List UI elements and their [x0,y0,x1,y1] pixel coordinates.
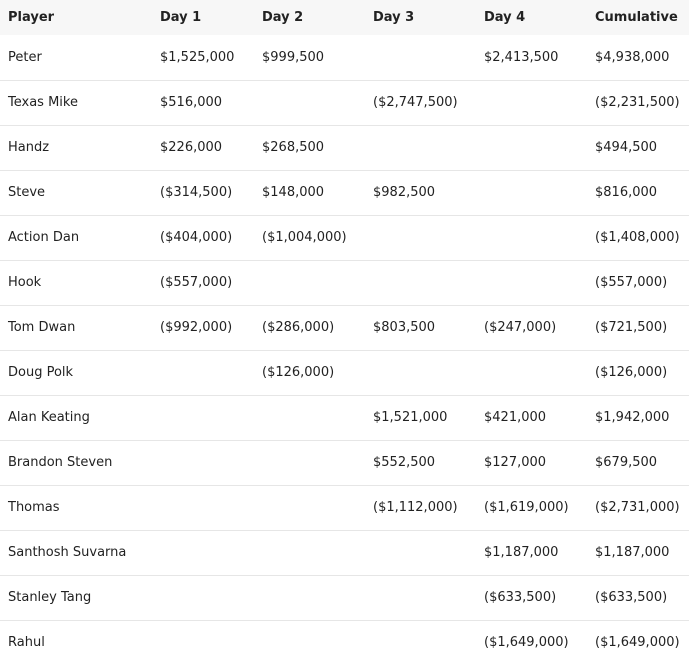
table-row [0,170,689,215]
cell-cumulative: $494,500 [595,140,658,155]
cell-day-4: $1,187,000 [484,545,559,560]
cell-day-4: ($1,649,000) [484,635,569,651]
table-row [0,485,689,530]
cell-day-3 [365,125,476,170]
cell-day-2: ($126,000) [262,365,335,380]
cell-player: Peter [8,49,42,65]
cell-day-1 [152,620,254,665]
cell-cumulative: $1,942,000 [595,410,670,425]
cell-day-2: ($1,004,000) [262,230,347,245]
header-row [0,0,689,35]
cell-day-1 [152,575,254,620]
cell-cumulative: ($126,000) [595,365,668,380]
cell-day-3 [365,35,476,80]
cell-day-1: ($557,000) [160,275,233,290]
table-row [0,350,689,395]
table-row [0,620,689,665]
cell-day-3 [365,620,476,665]
header-cumulative: Cumulative [595,10,678,25]
cell-day-3 [365,215,476,260]
cell-day-2 [254,80,365,125]
cell-day-3 [365,350,476,395]
cell-day-1 [152,485,254,530]
cell-day-3: $803,500 [373,320,436,335]
cell-day-2: $268,500 [262,140,325,155]
cell-cumulative: ($2,731,000) [595,500,680,515]
cell-day-4: ($247,000) [484,320,557,335]
cell-day-3 [365,530,476,575]
cell-day-3 [365,575,476,620]
table-row [0,575,689,620]
cell-day-1 [152,350,254,395]
cell-day-4: ($633,500) [484,590,557,605]
cell-day-4 [476,125,587,170]
cell-player: Doug Polk [8,365,74,380]
cell-day-2 [254,440,365,485]
cell-day-1: ($404,000) [160,230,233,245]
cell-day-3: $982,500 [373,185,436,200]
table-row [0,125,689,170]
table-row [0,215,689,260]
cell-day-1: $516,000 [160,95,223,110]
cell-player: Alan Keating [8,410,90,425]
cell-day-4: ($1,619,000) [484,500,569,515]
cell-day-4 [476,170,587,215]
cell-day-2 [254,395,365,440]
cell-cumulative: $1,187,000 [595,545,670,560]
header-day-3: Day 3 [373,10,415,25]
header-day-4: Day 4 [484,10,526,25]
cell-day-4 [476,350,587,395]
cell-day-4: $127,000 [484,455,547,470]
cell-day-2 [254,260,365,305]
cell-player: Santhosh Suvarna [8,545,127,560]
cell-cumulative: ($1,408,000) [595,230,680,245]
header-day-2: Day 2 [262,10,304,25]
cell-day-1: $226,000 [160,140,223,155]
cell-day-3: ($1,112,000) [373,500,458,515]
header-day-1: Day 1 [160,10,202,25]
cell-day-1: $1,525,000 [160,49,235,65]
table-row [0,305,689,350]
cell-day-3: $552,500 [373,455,436,470]
cell-day-2 [254,485,365,530]
cell-cumulative: ($633,500) [595,590,668,605]
cell-day-2 [254,575,365,620]
cell-day-4 [476,260,587,305]
cell-day-3: ($2,747,500) [373,95,458,110]
cell-day-2: $148,000 [262,185,325,200]
table-row [0,530,689,575]
cell-day-1 [152,440,254,485]
cell-day-2: ($286,000) [262,320,335,335]
cell-day-4 [476,80,587,125]
cell-day-1 [152,395,254,440]
cell-day-1: ($314,500) [160,185,233,200]
table-row [0,80,689,125]
cell-player: Stanley Tang [8,590,92,605]
cell-day-2 [254,530,365,575]
cell-day-4: $421,000 [484,410,547,425]
table-row [0,260,689,305]
table-header [0,0,689,35]
cell-player: Brandon Steven [8,455,113,470]
cell-day-4: $2,413,500 [484,49,559,65]
cell-cumulative: $816,000 [595,185,658,200]
cell-player: Thomas [8,500,60,515]
cell-player: Tom Dwan [8,320,76,335]
cell-player: Texas Mike [8,95,78,110]
cell-day-2: $999,500 [262,49,325,65]
cell-cumulative: ($721,500) [595,320,668,335]
cell-player: Action Dan [8,230,80,245]
table-row [0,395,689,440]
cell-player: Rahul [8,635,45,651]
cell-day-1: ($992,000) [160,320,233,335]
cell-cumulative: ($1,649,000) [595,635,680,651]
table-row [0,440,689,485]
cell-cumulative: ($2,231,500) [595,95,680,110]
table-row [0,35,689,80]
cell-day-1 [152,530,254,575]
table-body [0,35,689,665]
cell-player: Handz [8,140,50,155]
cell-cumulative: $679,500 [595,455,658,470]
cell-cumulative: $4,938,000 [595,49,670,65]
cell-player: Steve [8,185,46,200]
cell-day-3: $1,521,000 [373,410,448,425]
cell-player: Hook [8,275,42,290]
header-player: Player [8,10,55,25]
cell-day-3 [365,260,476,305]
cell-cumulative: ($557,000) [595,275,668,290]
cell-day-2 [254,620,365,665]
cell-day-4 [476,215,587,260]
